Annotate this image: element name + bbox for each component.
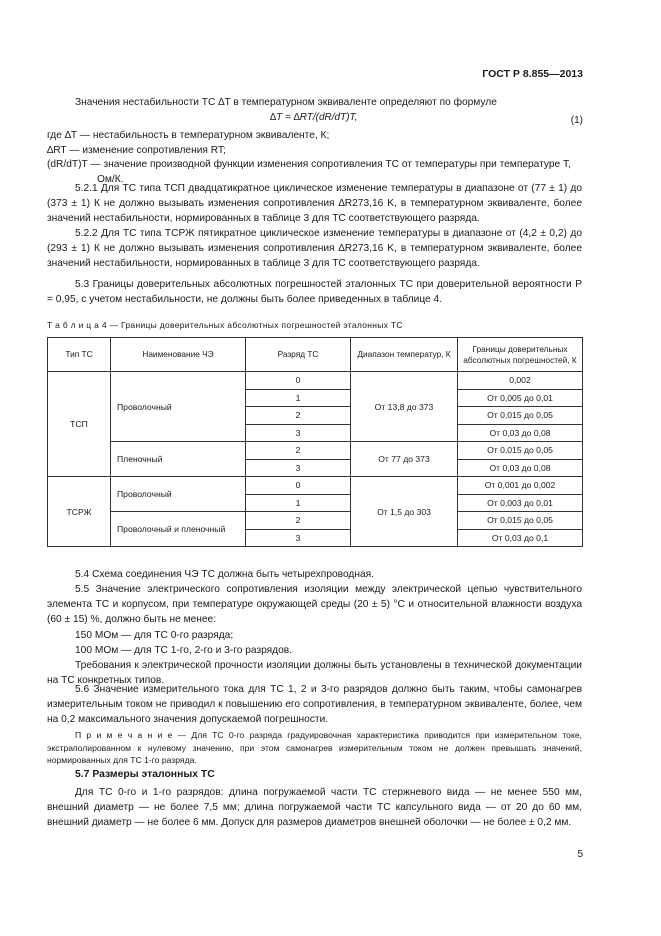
definition-term: (dR/dT)T — — [47, 159, 101, 170]
cell-limit: От 0,001 до 0,002 — [458, 477, 583, 495]
cell-name: Проволочный — [111, 372, 246, 442]
table-row — [48, 372, 583, 390]
table-caption: Т а б л и ц а 4 — Границы доверительных абсолютных погрешностей эталонных ТС — [47, 320, 403, 330]
cell-name: Пленочный — [111, 442, 246, 477]
cell-limit: От 0,015 до 0,05 — [458, 442, 583, 460]
paragraph-5-4: 5.4 Схема соединения ЧЭ ТС должна быть четырехпроводная. — [75, 569, 374, 580]
cell-name: Проволочный — [111, 477, 246, 512]
cell-name: Проволочный и пленочный — [111, 512, 246, 547]
cell-grade: 1 — [246, 494, 351, 512]
column-header: Наименование ЧЭ — [111, 338, 246, 372]
cell-grade: 2 — [246, 512, 351, 530]
page-number: 5 — [577, 849, 583, 860]
paragraph-5-5-a: 150 МОм — для ТС 0-го разряда; — [75, 630, 234, 641]
definition-item — [47, 144, 582, 159]
paragraph-5-2-2: 5.2.2 Для ТС типа ТСРЖ пятикратное циклическое изменение температуры в диапазоне от (4,2 ± 0,2) до (293 ± 1) К не должно вызывать изменения сопротивления ∆R273,16 K, в температурном эквиваленте, более значений нестабильности, нормированных в таблице 3 для ТС соответствующего разряда. — [47, 228, 582, 270]
cell-grade: 3 — [246, 529, 351, 547]
paragraph-5-5: 5.5 Значение электрического сопротивления изоляции между электрической цепью чувствительного элемента ТС и корпусом, при температуре окружающей среды (20 ± 5) °С и относительной влажности воздуха (60 ± 15) %, должно быть не менее: — [47, 584, 582, 626]
section-heading-5-7: 5.7 Размеры эталонных ТС — [75, 769, 215, 780]
table-row — [48, 442, 583, 460]
cell-limit: 0,002 — [458, 372, 583, 390]
definition-text: изменение сопротивления RT; — [82, 144, 226, 156]
definition-term: ∆RT — — [47, 144, 80, 156]
cell-limit: От 0,005 до 0,01 — [458, 389, 583, 407]
table-row — [48, 477, 583, 495]
column-header: Диапазон температур, К — [351, 338, 458, 372]
table-header-row — [48, 338, 583, 372]
cell-grade: 2 — [246, 442, 351, 460]
column-header: Границы доверительных абсолютных погрешностей, К — [458, 338, 583, 372]
cell-type: ТСРЖ — [48, 477, 111, 547]
cell-grade: 1 — [246, 389, 351, 407]
document-header: ГОСТ Р 8.855—2013 — [482, 68, 583, 80]
formula: ∆T = ∆RT/(dR/dT)T, — [270, 112, 358, 123]
cell-grade: 0 — [246, 372, 351, 390]
cell-range: От 77 до 373 — [351, 442, 458, 477]
cell-range: От 13,8 до 373 — [351, 372, 458, 442]
cell-limit: От 0,03 до 0,08 — [458, 459, 583, 477]
cell-grade: 3 — [246, 424, 351, 442]
cell-grade: 3 — [246, 459, 351, 477]
cell-limit: От 0,015 до 0,05 — [458, 407, 583, 425]
cell-range: От 1,5 до 303 — [351, 477, 458, 547]
paragraph-5-7: Для ТС 0-го и 1-го разрядов: длина погружаемой части ТС стержневого вида — не менее 550 мм, внешний диаметр — не более 7,5 мм; длина погружаемой части ТС капсульного вида — от 20 до 60 мм, внешний диаметр — не более 6 мм. Допуск для размеров диаметров внешней оболочки — не более ± 0,2 мм. — [47, 787, 582, 829]
cell-type: ТСП — [48, 372, 111, 477]
cell-limit: От 0,015 до 0,05 — [458, 512, 583, 530]
paragraph-5-3: 5.3 Границы доверительных абсолютных погрешностей эталонных ТС при доверительной вероятности P = 0,95, с учетом нестабильности, не должны быть более приведенных в таблице 4. — [47, 279, 582, 306]
cell-grade: 2 — [246, 407, 351, 425]
definition-text: нестабильность в температурном эквиваленте, К; — [92, 130, 330, 141]
cell-limit: От 0,003 до 0,01 — [458, 494, 583, 512]
formula-number: (1) — [570, 115, 583, 126]
column-header: Разряд ТС — [246, 338, 351, 372]
table-4 — [47, 337, 583, 547]
paragraph-5-2-1: 5.2.1 Для ТС типа ТСП двадцатикратное циклическое изменение температуры в диапазоне от (77 ± 1) до (373 ± 1) К не должно вызывать изменения сопротивления ∆R273,16 K, в температурном эквиваленте, более значений нестабильности, нормированных в таблице 3 для ТС соответствующего разряда. — [47, 183, 582, 225]
cell-grade: 0 — [246, 477, 351, 495]
intro-paragraph: Значения нестабильности ТС ∆T в температурном эквиваленте определяют по формуле — [75, 97, 497, 108]
definition-term: где ∆T — — [47, 130, 90, 141]
cell-limit: От 0,03 до 0,1 — [458, 529, 583, 547]
definitions-list — [47, 129, 582, 187]
definition-item — [47, 129, 582, 144]
table-row — [48, 512, 583, 530]
definition-text: значение производной функции изменения сопротивления ТС от температуры при температуре T, Ом/К. — [97, 159, 571, 185]
note: П р и м е ч а н и е — Для ТС 0-го разряда градуировочная характеристика приводится при измерительном токе, экстраполированном к нулевому значению, при этом самонагрев измерительным током не должен превышать значений, нормированных для ТС 1-го разряда. — [47, 730, 582, 766]
paragraph-5-5-c: Требования к электрической прочности изоляции должны быть установлены в технической документации на ТС конкретных типов. — [47, 660, 582, 687]
cell-limit: От 0,03 до 0,08 — [458, 424, 583, 442]
paragraph-5-5-b: 100 МОм — для ТС 1-го, 2-го и 3-го разрядов. — [75, 645, 293, 656]
paragraph-5-6: 5.6 Значение измерительного тока для ТС 1, 2 и 3-го разрядов должно быть таким, чтобы самонагрев измерительным током не приводил к повышению его сопротивления, в температурном эквиваленте, более, чем на 0,2 максимального значения допускаемой погрешности. — [47, 684, 582, 726]
column-header: Тип ТС — [48, 338, 111, 372]
